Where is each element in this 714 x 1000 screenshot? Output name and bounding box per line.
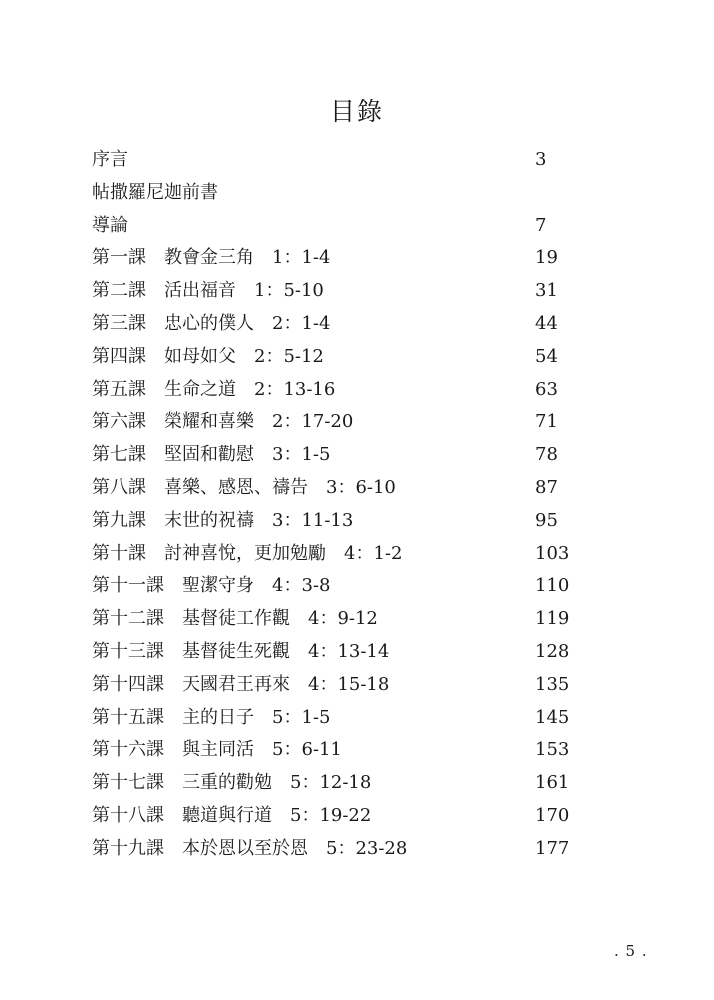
toc-entry-page: 95 — [535, 509, 558, 531]
toc-entry — [92, 439, 592, 472]
toc-entry — [92, 636, 592, 669]
toc-entry — [92, 669, 592, 702]
toc-entry-title: 第十六課 與主同活 5：6-11 — [92, 739, 342, 761]
toc-entry-page: 31 — [535, 280, 558, 302]
toc-entry — [92, 275, 592, 308]
toc-list — [92, 144, 592, 866]
toc-entry — [92, 538, 592, 571]
toc-entry — [92, 800, 592, 833]
toc-entry-page: 87 — [535, 476, 558, 498]
toc-entry-title: 導論 — [92, 214, 128, 236]
toc-entry-page: 19 — [535, 247, 558, 269]
toc-entry-title: 第三課 忠心的僕人 2：1-4 — [92, 312, 331, 334]
toc-entry — [92, 505, 592, 538]
toc-entry-page: 78 — [535, 444, 558, 466]
toc-entry-title: 第十九課 本於恩以至於恩 5：23-28 — [92, 837, 408, 859]
toc-entry-page: 145 — [535, 706, 570, 728]
toc-entry-page: 71 — [535, 411, 558, 433]
toc-entry — [92, 144, 592, 177]
toc-entry-page: 170 — [535, 804, 570, 826]
toc-entry — [92, 308, 592, 341]
toc-entry-page: 44 — [535, 312, 558, 334]
toc-entry-title: 第五課 生命之道 2：13-16 — [92, 378, 336, 400]
toc-entry-page: 3 — [535, 149, 547, 170]
toc-entry-title: 第十八課 聽道與行道 5：19-22 — [92, 804, 372, 826]
toc-entry-page: 153 — [535, 739, 570, 761]
toc-entry-page: 128 — [535, 640, 570, 662]
toc-entry-page: 110 — [535, 575, 570, 597]
toc-entry — [92, 833, 592, 866]
toc-entry-title: 第十一課 聖潔守身 4：3-8 — [92, 575, 331, 597]
toc-entry-title: 第十課 討神喜悅，更加勉勵 4：1-2 — [92, 542, 403, 564]
page-number: . 5 . — [614, 942, 648, 960]
toc-entry — [92, 242, 592, 275]
toc-entry-title: 第九課 末世的祝禱 3：11-13 — [92, 509, 354, 531]
toc-title: 目錄 — [329, 97, 384, 126]
toc-entry-title: 第四課 如母如父 2：5-12 — [92, 345, 324, 367]
toc-entry-page: 135 — [535, 673, 570, 695]
toc-entry-page: 119 — [535, 608, 570, 630]
toc-entry — [92, 570, 592, 603]
toc-entry — [92, 374, 592, 407]
toc-entry-page: 54 — [535, 345, 558, 367]
toc-entry-title: 序言 — [92, 149, 128, 170]
toc-entry — [92, 406, 592, 439]
toc-entry-title: 第二課 活出福音 1：5-10 — [92, 280, 324, 302]
toc-entry-title: 第八課 喜樂、感恩、禱告 3：6-10 — [92, 476, 396, 498]
toc-entry — [92, 472, 592, 505]
toc-entry-title: 第十四課 天國君王再來 4：15-18 — [92, 673, 390, 695]
toc-entry-title: 第一課 教會金三角 1：1-4 — [92, 247, 331, 269]
toc-entry-page: 161 — [535, 772, 570, 794]
toc-entry-page: 103 — [535, 542, 570, 564]
toc-entry — [92, 603, 592, 636]
toc-entry — [92, 734, 592, 767]
toc-entry-title: 帖撒羅尼迦前書 — [92, 181, 218, 203]
toc-entry-page: 63 — [535, 378, 558, 400]
toc-entry-title: 第六課 榮耀和喜樂 2：17-20 — [92, 411, 354, 433]
toc-entry-page: 177 — [535, 837, 570, 859]
toc-entry-title: 第十七課 三重的勸勉 5：12-18 — [92, 772, 372, 794]
toc-entry — [92, 767, 592, 800]
toc-entry-title: 第七課 堅固和勸慰 3：1-5 — [92, 444, 331, 466]
toc-entry — [92, 177, 592, 210]
toc-entry — [92, 341, 592, 374]
toc-entry-page: 7 — [535, 214, 547, 236]
toc-entry — [92, 702, 592, 735]
toc-entry-title: 第十二課 基督徒工作觀 4：9-12 — [92, 608, 378, 630]
toc-entry-title: 第十五課 主的日子 5：1-5 — [92, 706, 331, 728]
toc-entry-title: 第十三課 基督徒生死觀 4：13-14 — [92, 640, 390, 662]
toc-entry — [92, 210, 592, 243]
